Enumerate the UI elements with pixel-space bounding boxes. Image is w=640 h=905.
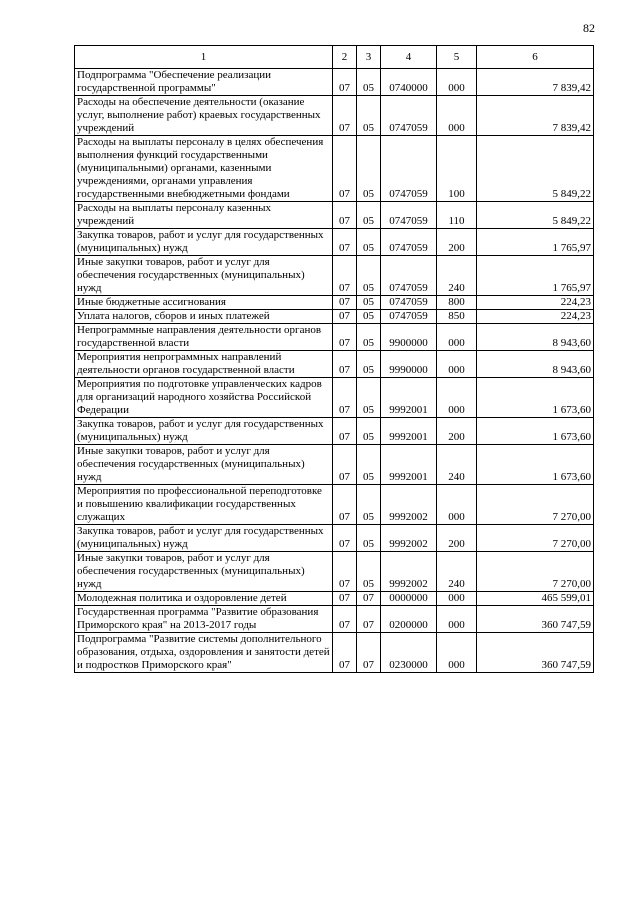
table-row bbox=[75, 69, 594, 96]
row-col3: 05 bbox=[357, 485, 381, 525]
row-name: Мероприятия непрограммных направлений деятельности органов государственной власти bbox=[75, 351, 333, 378]
column-header-6: 6 bbox=[477, 46, 594, 69]
row-name: Расходы на выплаты персоналу казенных учреждений bbox=[75, 202, 333, 229]
row-col2: 07 bbox=[333, 633, 357, 673]
row-col3: 07 bbox=[357, 633, 381, 673]
table-row bbox=[75, 552, 594, 592]
row-amount: 465 599,01 bbox=[477, 592, 594, 606]
row-amount: 7 839,42 bbox=[477, 96, 594, 136]
row-col4: 0747059 bbox=[381, 256, 437, 296]
row-col2: 07 bbox=[333, 229, 357, 256]
row-col2: 07 bbox=[333, 310, 357, 324]
row-col2: 07 bbox=[333, 418, 357, 445]
row-col5: 240 bbox=[437, 445, 477, 485]
row-col4: 0747059 bbox=[381, 136, 437, 202]
row-col3: 05 bbox=[357, 552, 381, 592]
budget-table bbox=[74, 45, 594, 673]
table-row bbox=[75, 485, 594, 525]
row-col3: 07 bbox=[357, 606, 381, 633]
table-row bbox=[75, 136, 594, 202]
row-col5: 000 bbox=[437, 96, 477, 136]
row-col5: 000 bbox=[437, 592, 477, 606]
row-name: Подпрограмма "Развитие системы дополнительного образования, отдыха, оздоровления и занятости детей и подростков Приморского края" bbox=[75, 633, 333, 673]
row-col5: 000 bbox=[437, 378, 477, 418]
row-name: Расходы на выплаты персоналу в целях обеспечения выполнения функций государственными (муниципальными) органами, казенными учреждениями, органами управления государственными внебюджетными фондами bbox=[75, 136, 333, 202]
row-col5: 110 bbox=[437, 202, 477, 229]
column-header-5: 5 bbox=[437, 46, 477, 69]
row-amount: 5 849,22 bbox=[477, 136, 594, 202]
row-name: Подпрограмма "Обеспечение реализации государственной программы" bbox=[75, 69, 333, 96]
row-amount: 1 673,60 bbox=[477, 445, 594, 485]
row-col3: 05 bbox=[357, 296, 381, 310]
header-row bbox=[75, 46, 594, 69]
table-row bbox=[75, 351, 594, 378]
row-col2: 07 bbox=[333, 525, 357, 552]
row-amount: 1 765,97 bbox=[477, 229, 594, 256]
row-col3: 05 bbox=[357, 96, 381, 136]
row-name: Уплата налогов, сборов и иных платежей bbox=[75, 310, 333, 324]
row-col4: 0000000 bbox=[381, 592, 437, 606]
row-name: Непрограммные направления деятельности органов государственной власти bbox=[75, 324, 333, 351]
table-row bbox=[75, 592, 594, 606]
row-col2: 07 bbox=[333, 378, 357, 418]
row-amount: 7 270,00 bbox=[477, 552, 594, 592]
row-col4: 9900000 bbox=[381, 324, 437, 351]
column-header-2: 2 bbox=[333, 46, 357, 69]
row-col5: 200 bbox=[437, 229, 477, 256]
row-name: Закупка товаров, работ и услуг для государственных (муниципальных) нужд bbox=[75, 229, 333, 256]
row-col4: 9992001 bbox=[381, 418, 437, 445]
table-row bbox=[75, 418, 594, 445]
row-amount: 360 747,59 bbox=[477, 633, 594, 673]
row-name: Закупка товаров, работ и услуг для государственных (муниципальных) нужд bbox=[75, 418, 333, 445]
row-amount: 8 943,60 bbox=[477, 351, 594, 378]
column-header-3: 3 bbox=[357, 46, 381, 69]
row-col4: 9990000 bbox=[381, 351, 437, 378]
row-col4: 9992002 bbox=[381, 525, 437, 552]
table-row bbox=[75, 296, 594, 310]
row-col2: 07 bbox=[333, 606, 357, 633]
row-col5: 200 bbox=[437, 418, 477, 445]
row-col2: 07 bbox=[333, 592, 357, 606]
row-col5: 000 bbox=[437, 633, 477, 673]
row-col2: 07 bbox=[333, 256, 357, 296]
row-col3: 05 bbox=[357, 69, 381, 96]
row-amount: 1 673,60 bbox=[477, 378, 594, 418]
row-name: Закупка товаров, работ и услуг для государственных (муниципальных) нужд bbox=[75, 525, 333, 552]
row-col5: 000 bbox=[437, 324, 477, 351]
row-col4: 0747059 bbox=[381, 296, 437, 310]
row-col3: 05 bbox=[357, 378, 381, 418]
table-row bbox=[75, 310, 594, 324]
table-row bbox=[75, 525, 594, 552]
row-name: Расходы на обеспечение деятельности (оказание услуг, выполнение работ) краевых государственных учреждений bbox=[75, 96, 333, 136]
row-col5: 240 bbox=[437, 256, 477, 296]
table-row bbox=[75, 256, 594, 296]
row-col4: 0740000 bbox=[381, 69, 437, 96]
column-header-4: 4 bbox=[381, 46, 437, 69]
row-name: Молодежная политика и оздоровление детей bbox=[75, 592, 333, 606]
row-col3: 05 bbox=[357, 310, 381, 324]
row-col3: 05 bbox=[357, 418, 381, 445]
row-col5: 000 bbox=[437, 69, 477, 96]
row-col3: 05 bbox=[357, 136, 381, 202]
table-row bbox=[75, 633, 594, 673]
row-name: Иные закупки товаров, работ и услуг для обеспечения государственных (муниципальных) нужд bbox=[75, 256, 333, 296]
row-col4: 0747059 bbox=[381, 202, 437, 229]
row-amount: 1 765,97 bbox=[477, 256, 594, 296]
row-col4: 9992001 bbox=[381, 445, 437, 485]
row-col4: 9992001 bbox=[381, 378, 437, 418]
row-name: Мероприятия по профессиональной переподготовке и повышению квалификации государственных служащих bbox=[75, 485, 333, 525]
row-col2: 07 bbox=[333, 351, 357, 378]
row-name: Мероприятия по подготовке управленческих кадров для организаций народного хозяйства Российской Федерации bbox=[75, 378, 333, 418]
row-col3: 05 bbox=[357, 324, 381, 351]
row-col2: 07 bbox=[333, 296, 357, 310]
column-header-1: 1 bbox=[75, 46, 333, 69]
row-amount: 224,23 bbox=[477, 296, 594, 310]
row-col3: 05 bbox=[357, 229, 381, 256]
table-row bbox=[75, 229, 594, 256]
row-col3: 07 bbox=[357, 592, 381, 606]
page-number: 82 bbox=[583, 21, 595, 35]
row-col4: 0200000 bbox=[381, 606, 437, 633]
row-amount: 7 270,00 bbox=[477, 485, 594, 525]
row-name: Иные бюджетные ассигнования bbox=[75, 296, 333, 310]
row-col5: 000 bbox=[437, 606, 477, 633]
row-col4: 9992002 bbox=[381, 552, 437, 592]
row-amount: 7 839,42 bbox=[477, 69, 594, 96]
row-amount: 360 747,59 bbox=[477, 606, 594, 633]
row-amount: 8 943,60 bbox=[477, 324, 594, 351]
row-col2: 07 bbox=[333, 445, 357, 485]
table-row bbox=[75, 445, 594, 485]
row-col5: 240 bbox=[437, 552, 477, 592]
row-col5: 100 bbox=[437, 136, 477, 202]
row-col5: 000 bbox=[437, 485, 477, 525]
row-col5: 000 bbox=[437, 351, 477, 378]
row-col5: 800 bbox=[437, 296, 477, 310]
row-name: Иные закупки товаров, работ и услуг для обеспечения государственных (муниципальных) нужд bbox=[75, 552, 333, 592]
table-row bbox=[75, 606, 594, 633]
table-row bbox=[75, 378, 594, 418]
row-col2: 07 bbox=[333, 136, 357, 202]
row-col4: 0747059 bbox=[381, 96, 437, 136]
row-amount: 224,23 bbox=[477, 310, 594, 324]
row-amount: 5 849,22 bbox=[477, 202, 594, 229]
row-col3: 05 bbox=[357, 445, 381, 485]
row-amount: 1 673,60 bbox=[477, 418, 594, 445]
row-col3: 05 bbox=[357, 202, 381, 229]
row-col2: 07 bbox=[333, 485, 357, 525]
row-col2: 07 bbox=[333, 69, 357, 96]
table-row bbox=[75, 324, 594, 351]
row-col4: 9992002 bbox=[381, 485, 437, 525]
row-col4: 0747059 bbox=[381, 229, 437, 256]
row-col2: 07 bbox=[333, 552, 357, 592]
row-col3: 05 bbox=[357, 256, 381, 296]
row-name: Иные закупки товаров, работ и услуг для обеспечения государственных (муниципальных) нужд bbox=[75, 445, 333, 485]
row-col3: 05 bbox=[357, 351, 381, 378]
row-col4: 0747059 bbox=[381, 310, 437, 324]
row-col2: 07 bbox=[333, 202, 357, 229]
row-name: Государственная программа "Развитие образования Приморского края" на 2013-2017 годы bbox=[75, 606, 333, 633]
row-col2: 07 bbox=[333, 96, 357, 136]
row-col5: 850 bbox=[437, 310, 477, 324]
row-col4: 0230000 bbox=[381, 633, 437, 673]
table-row bbox=[75, 202, 594, 229]
row-col3: 05 bbox=[357, 525, 381, 552]
row-amount: 7 270,00 bbox=[477, 525, 594, 552]
row-col5: 200 bbox=[437, 525, 477, 552]
table-row bbox=[75, 96, 594, 136]
row-col2: 07 bbox=[333, 324, 357, 351]
